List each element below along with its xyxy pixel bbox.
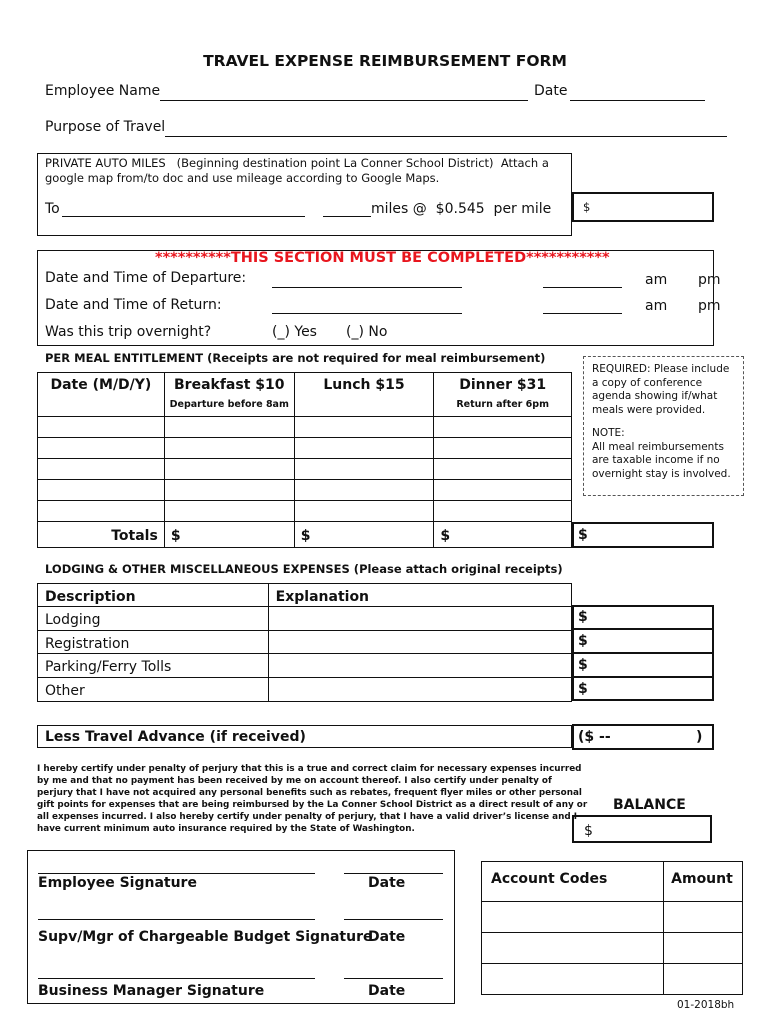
business-manager-signature-label: Business Manager Signature bbox=[38, 983, 265, 999]
supervisor-signature-line[interactable] bbox=[38, 919, 315, 920]
departure-date-field[interactable] bbox=[272, 287, 462, 288]
dinner-note: Return after 6pm bbox=[456, 399, 549, 410]
auto-miles-text-2: google map from/to doc and use mileage according to Google Maps. bbox=[45, 171, 440, 185]
departure-time-field[interactable] bbox=[543, 287, 622, 288]
to-field[interactable] bbox=[62, 216, 305, 217]
employee-date-line[interactable] bbox=[344, 873, 443, 874]
table-row[interactable] bbox=[482, 964, 743, 995]
balance-amount-box[interactable] bbox=[572, 815, 712, 843]
table-row[interactable] bbox=[38, 417, 572, 438]
meals-col-lunch: Lunch $15 bbox=[323, 377, 405, 393]
table-row[interactable] bbox=[38, 631, 572, 654]
meals-heading: PER MEAL ENTITLEMENT (Receipts are not required for meal reimbursement) bbox=[45, 351, 546, 365]
form-title: TRAVEL EXPENSE REIMBURSEMENT FORM bbox=[203, 52, 567, 70]
return-time-field[interactable] bbox=[543, 313, 622, 314]
table-row[interactable] bbox=[38, 480, 572, 501]
meals-col-dinner: Dinner $31 bbox=[459, 377, 547, 393]
table-row[interactable] bbox=[38, 459, 572, 480]
miles-field[interactable] bbox=[323, 216, 371, 217]
meals-col-date: Date (M/D/Y) bbox=[50, 377, 152, 393]
table-row[interactable] bbox=[38, 438, 572, 459]
other-amount-prefix: $ bbox=[578, 681, 588, 697]
miles-rate-label: miles @ $0.545 per mile bbox=[371, 201, 552, 217]
lodging-col-explanation: Explanation bbox=[275, 588, 370, 605]
table-row[interactable] bbox=[38, 678, 572, 702]
purpose-label: Purpose of Travel bbox=[45, 119, 166, 135]
lodging-col-description: Description bbox=[45, 588, 136, 605]
supervisor-date-line[interactable] bbox=[344, 919, 443, 920]
required-banner: **********THIS SECTION MUST BE COMPLETED*********** bbox=[155, 250, 610, 266]
departure-pm[interactable]: pm bbox=[698, 272, 721, 288]
business-manager-date-line[interactable] bbox=[344, 978, 443, 979]
purpose-field[interactable] bbox=[165, 136, 727, 137]
supervisor-date-label: Date bbox=[368, 929, 406, 945]
meals-total-box[interactable] bbox=[572, 522, 714, 548]
balance-label: BALANCE bbox=[613, 797, 686, 813]
supervisor-signature-label: Supv/Mgr of Chargeable Budget Signature bbox=[38, 929, 373, 945]
account-codes-table bbox=[481, 861, 743, 995]
lodging-table bbox=[37, 583, 572, 702]
employee-signature-line[interactable] bbox=[38, 873, 315, 874]
total-breakfast[interactable]: $ bbox=[170, 528, 181, 544]
auto-miles-text-1: PRIVATE AUTO MILES (Beginning destination point La Conner School District) Attach a bbox=[45, 156, 549, 170]
departure-label: Date and Time of Departure: bbox=[45, 270, 247, 286]
departure-am[interactable]: am bbox=[645, 272, 668, 288]
return-pm[interactable]: pm bbox=[698, 298, 721, 314]
breakfast-note: Departure before 8am bbox=[169, 399, 289, 410]
employee-signature-label: Employee Signature bbox=[38, 875, 197, 891]
date-field[interactable] bbox=[570, 100, 705, 101]
lodging-heading: LODGING & OTHER MISCELLANEOUS EXPENSES (Please attach original receipts) bbox=[45, 562, 563, 576]
employee-name-field[interactable] bbox=[160, 100, 528, 101]
employee-name-label: Employee Name bbox=[45, 83, 161, 99]
parking-amount-prefix: $ bbox=[578, 657, 588, 673]
return-label: Date and Time of Return: bbox=[45, 297, 222, 313]
totals-label: Totals bbox=[111, 528, 158, 544]
to-label: To bbox=[45, 201, 60, 217]
advance-label: Less Travel Advance (if received) bbox=[45, 729, 306, 745]
parking-row-label: Parking/Ferry Tolls bbox=[45, 659, 172, 675]
return-am[interactable]: am bbox=[645, 298, 668, 314]
date-label: Date bbox=[534, 83, 568, 99]
balance-prefix: $ bbox=[584, 823, 593, 839]
auto-amount-box[interactable] bbox=[572, 192, 714, 222]
overnight-label: Was this trip overnight? bbox=[45, 324, 212, 340]
registration-amount-prefix: $ bbox=[578, 633, 588, 649]
business-manager-date-label: Date bbox=[368, 983, 406, 999]
table-row[interactable] bbox=[38, 607, 572, 631]
lodging-amount-prefix: $ bbox=[578, 609, 588, 625]
table-row[interactable] bbox=[482, 933, 743, 964]
return-date-field[interactable] bbox=[272, 313, 462, 314]
meal-note-text: REQUIRED: Please include a copy of conference agenda showing if/what meals were provided. NOTE: All meal reimbursements are taxable income if no overnight stay is involved. bbox=[592, 363, 731, 480]
other-row-label: Other bbox=[45, 683, 85, 699]
amount-header: Amount bbox=[671, 871, 733, 887]
table-row[interactable] bbox=[38, 654, 572, 678]
employee-date-label: Date bbox=[368, 875, 406, 891]
advance-amount-close: ) bbox=[696, 729, 703, 745]
lodging-row-label: Lodging bbox=[45, 612, 101, 628]
meals-total-prefix: $ bbox=[578, 527, 588, 543]
registration-row-label: Registration bbox=[45, 635, 130, 652]
auto-amount-prefix: $ bbox=[583, 200, 591, 214]
overnight-no-option[interactable]: (_) No bbox=[346, 324, 388, 340]
account-codes-header: Account Codes bbox=[491, 871, 608, 887]
overnight-yes-option[interactable]: (_) Yes bbox=[272, 324, 317, 340]
table-row[interactable] bbox=[38, 501, 572, 522]
certification-text: I hereby certify under penalty of perjury that this is a true and correct claim for necessary expenses incurred by me and that no payment has been received by me on account thereof. I also certify under penalty of perjury that I have not acquired any personal benefits such as rebates, frequent flyer miles or other personal gift points for expenses that are being reimbursed by the La Conner School District as a direct result of any or all expenses incurred. I also hereby certify under penalty of perjury, that I have a valid driver’s license and I have current minimum auto insurance required by the State of Washington. bbox=[37, 764, 588, 834]
meals-table bbox=[37, 372, 572, 548]
table-row[interactable] bbox=[482, 902, 743, 933]
meals-col-breakfast: Breakfast $10 bbox=[174, 377, 285, 393]
total-lunch[interactable]: $ bbox=[300, 528, 311, 544]
business-manager-signature-line[interactable] bbox=[38, 978, 315, 979]
form-code: 01-2018bh bbox=[677, 999, 735, 1011]
advance-amount-open: ($ -- bbox=[578, 729, 611, 745]
total-dinner[interactable]: $ bbox=[440, 528, 451, 544]
